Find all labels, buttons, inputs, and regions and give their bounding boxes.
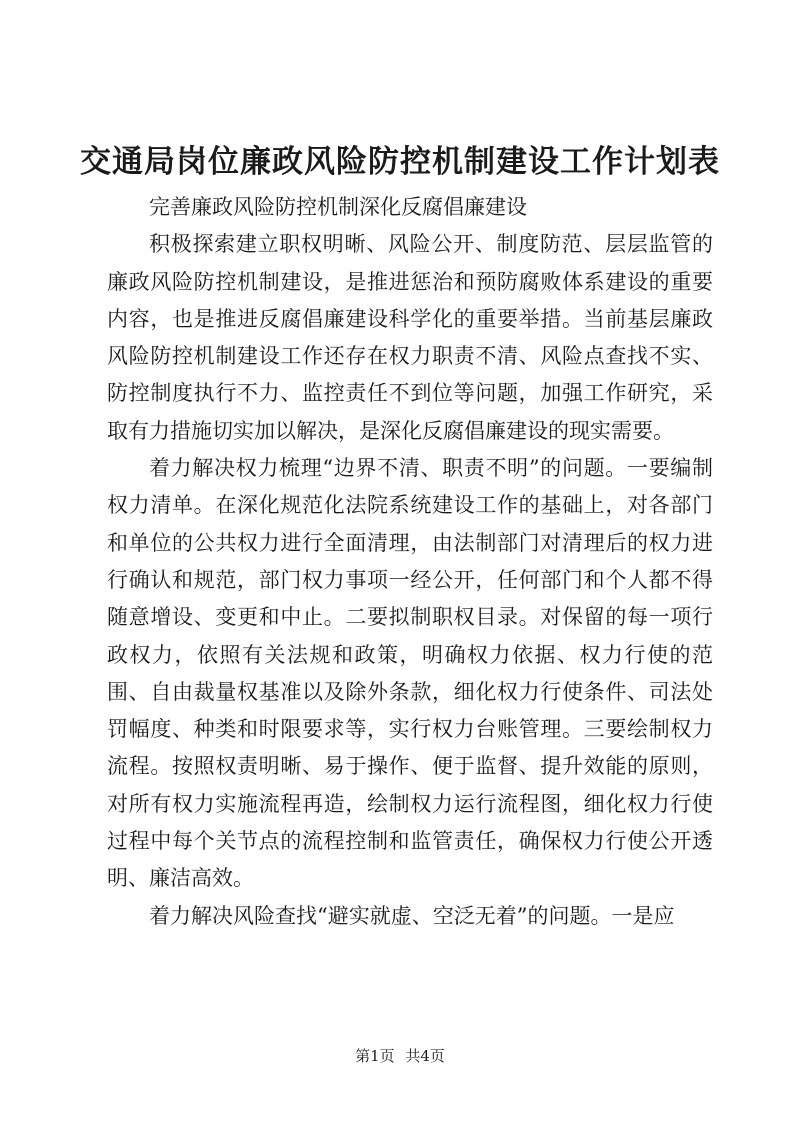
subtitle-paragraph: 完善廉政风险防控机制深化反腐倡廉建设 (149, 195, 527, 219)
page-footer (0, 1044, 800, 1068)
body-paragraph: 着力解决风险查找“避实就虚、空泛无着”的问题。一是应 (149, 903, 675, 928)
body-paragraph: 着力解决权力梳理“边界不清、职责不明”的问题。一要编制权力清单。在深化规范化法院系统建设工作的基础上，对各部门和单位的公共权力进行全面清理，由法制部门对清理后的权力进行确认和规范，部门权力事项一经公开，任何部门和个人都不得随意增设、变更和中止。二要拟制职权目录。对保留的每一项行政权力，依照有关法规和政策，明确权力依据、权力行使的范围、自由裁量权基准以及除外条款，细化权力行使条件、司法处罚幅度、种类和时限要求等，实行权力台账管理。三要绘制权力流程。按照权责明晰、易于操作、便于监督、提升效能的原则，对所有权力实施流程再造，绘制权力运行流程图，细化权力行使过程中每个关节点的流程控制和监管责任，确保权力行使公开透明、廉洁高效。 (107, 456, 713, 891)
page-number: 第1页 (355, 1047, 395, 1065)
document-body (107, 189, 713, 935)
body-paragraph: 积极探索建立职权明晰、风险公开、制度防范、层层监管的廉政风险防控机制建设，是推进惩治和预防腐败体系建设的重要内容，也是推进反腐倡廉建设科学化的重要举措。当前基层廉政风险防控机制建设工作还存在权力职责不清、风险点查找不实、防控制度执行不力、监控责任不到位等问题，加强工作研究，采取有力措施切实加以解决，是深化反腐倡廉建设的现实需要。 (107, 232, 713, 443)
page-total: 共4页 (405, 1047, 445, 1065)
document-title: 交通局岗位廉政风险防控机制建设工作计划表 (80, 144, 720, 180)
